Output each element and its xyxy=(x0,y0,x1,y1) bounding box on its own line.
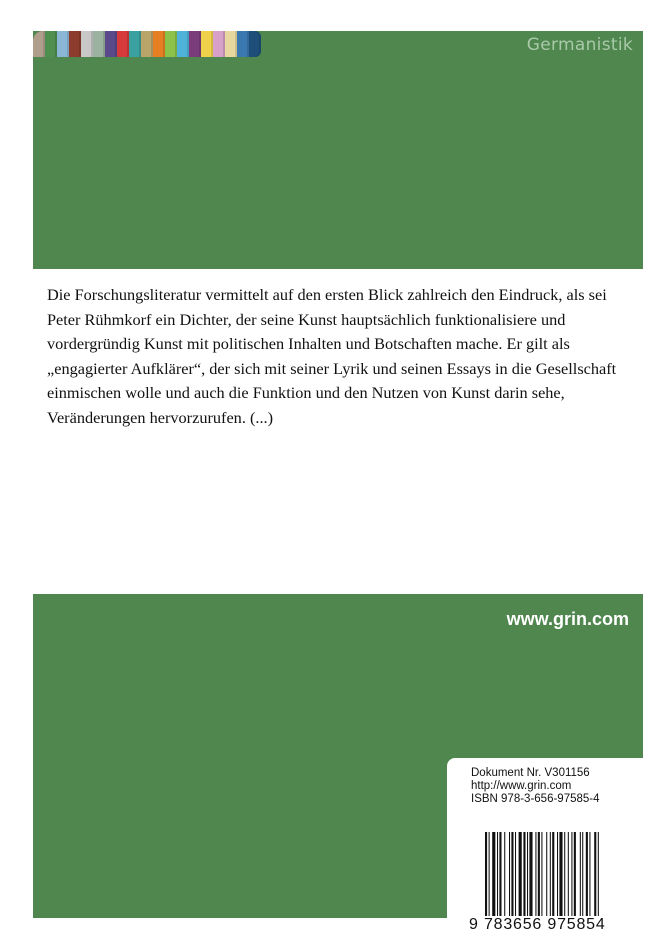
top-green-band xyxy=(33,31,643,269)
document-number: Dokument Nr. V301156 xyxy=(471,767,590,779)
color-stripe xyxy=(57,31,69,57)
barcode-bar xyxy=(541,832,542,916)
barcode-bar xyxy=(492,832,495,916)
barcode-bar xyxy=(580,832,581,916)
color-stripes xyxy=(33,31,261,57)
color-stripe xyxy=(129,31,141,57)
color-stripe xyxy=(249,31,261,57)
isbn-number: ISBN 978-3-656-97585-4 xyxy=(471,793,600,805)
color-stripe xyxy=(153,31,165,57)
color-stripe xyxy=(237,31,249,57)
barcode xyxy=(485,832,633,916)
book-back-cover xyxy=(33,31,643,933)
color-stripe xyxy=(117,31,129,57)
barcode-bar xyxy=(529,832,532,916)
barcode-bar xyxy=(594,832,596,916)
barcode-digits: 9 783656 975854 xyxy=(469,916,606,933)
barcode-bar xyxy=(568,832,569,916)
color-stripe xyxy=(93,31,105,57)
barcode-bar xyxy=(538,832,540,916)
barcode-bar xyxy=(559,832,562,916)
barcode-bar xyxy=(571,832,572,916)
barcode-bar xyxy=(589,832,590,916)
barcode-bar xyxy=(582,832,583,916)
barcode-bar xyxy=(515,832,516,916)
barcode-bar xyxy=(552,832,554,916)
color-stripe xyxy=(69,31,81,57)
barcode-bar xyxy=(598,832,599,916)
barcode-bar xyxy=(557,832,558,916)
barcode-bar xyxy=(574,832,576,916)
isbn-details xyxy=(471,767,600,806)
isbn-url: http://www.grin.com xyxy=(471,780,572,792)
barcode-bar xyxy=(511,832,513,916)
color-stripe xyxy=(225,31,237,57)
color-stripe xyxy=(201,31,213,57)
barcode-bar xyxy=(550,832,551,916)
barcode-bar xyxy=(523,832,525,916)
barcode-bar xyxy=(489,832,490,916)
barcode-bar xyxy=(504,832,505,916)
isbn-box xyxy=(447,758,643,934)
color-stripe xyxy=(45,31,57,57)
color-stripe xyxy=(33,31,45,57)
barcode-bar xyxy=(535,832,536,916)
barcode-bar xyxy=(497,832,498,916)
color-stripe xyxy=(165,31,177,57)
blurb-text: Die Forschungsliteratur vermittelt auf den ersten Blick zahlreich den Eindruck, als sei Peter Rühmkorf ein Dichter, der seine Kunst hauptsächlich funktionalisiere und vordergründig Kunst mit politischen Inhalten und Botschaften mache. Er gilt als „engagierter Aufklärer“, der sich mit seiner Lyrik und seinen Essays in die Gesellschaft einmischen wolle und auch die Funktion und den Nutzen von Kunst darin sehe, Veränderungen hervorzurufen. (...) xyxy=(47,285,617,427)
barcode-bar xyxy=(485,832,487,916)
color-stripe xyxy=(177,31,189,57)
publisher-url: www.grin.com xyxy=(506,609,629,629)
barcode-bar xyxy=(527,832,528,916)
barcode-bar xyxy=(586,832,588,916)
bottom-green-band xyxy=(33,594,643,933)
barcode-bar xyxy=(564,832,565,916)
barcode-bar xyxy=(509,832,510,916)
color-stripe xyxy=(81,31,93,57)
color-stripe xyxy=(213,31,225,57)
color-stripe xyxy=(141,31,153,57)
barcode-bar xyxy=(519,832,522,916)
color-stripe xyxy=(105,31,117,57)
barcode-bar xyxy=(499,832,501,916)
barcode-bar xyxy=(546,832,547,916)
category-label: Germanistik xyxy=(526,35,633,55)
color-stripe xyxy=(189,31,201,57)
